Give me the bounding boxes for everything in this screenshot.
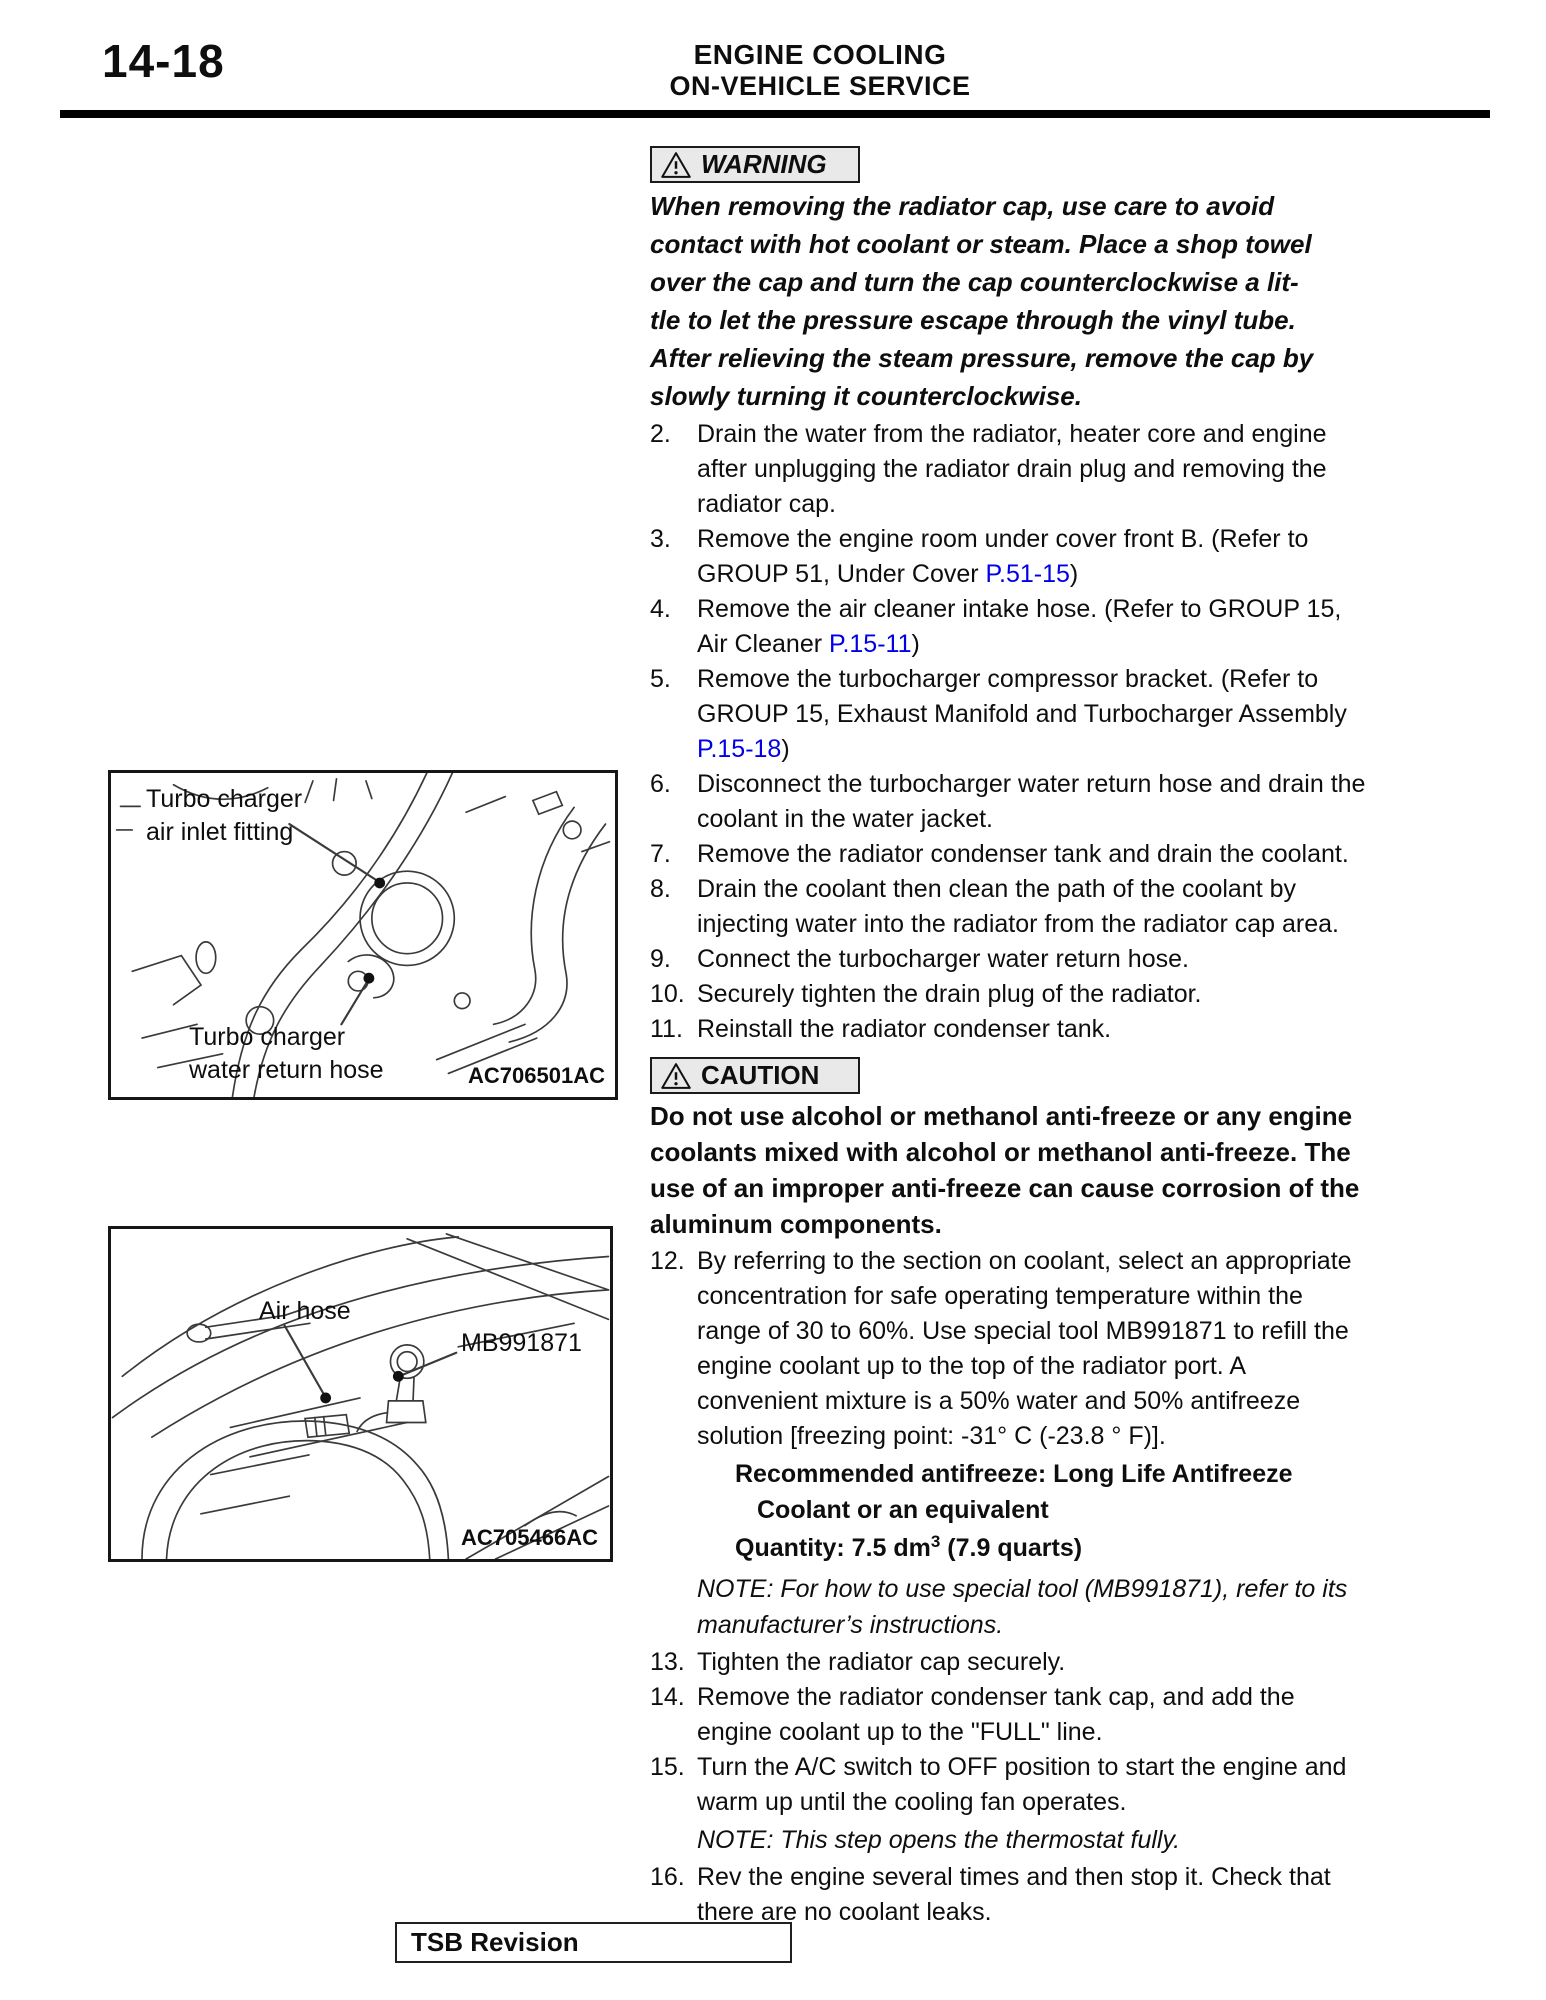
text-line: after unplugging the radiator drain plug and removing the xyxy=(697,455,1327,483)
step-number: 6. xyxy=(650,770,671,798)
step-text xyxy=(697,662,1347,767)
step-item xyxy=(650,1750,1462,1820)
procedure-column xyxy=(650,130,1462,1930)
text-line: Connect the turbocharger water return hose. xyxy=(697,945,1189,973)
text-line: engine coolant up to the top of the radiator port. A xyxy=(697,1352,1246,1380)
text-line: After relieving the steam pressure, remove the cap by xyxy=(650,343,1314,373)
step-number: 7. xyxy=(650,840,671,868)
figure1-callout-air-inlet xyxy=(146,783,302,849)
page-reference-link[interactable]: P.15-18 xyxy=(697,735,782,763)
step-item xyxy=(650,417,1462,522)
text-line: Remove the turbocharger compressor bracket. (Refer to xyxy=(697,665,1319,693)
text-line: slowly turning it counterclockwise. xyxy=(650,381,1082,411)
step-text xyxy=(697,767,1365,837)
step-text xyxy=(697,872,1339,942)
step-number: 9. xyxy=(650,945,671,973)
step-16 xyxy=(650,1860,1462,1930)
text-line: range of 30 to 60%. Use special tool MB991871 to refill the xyxy=(697,1317,1349,1345)
step-text xyxy=(697,592,1341,662)
step-text xyxy=(697,1012,1111,1047)
step-item xyxy=(650,662,1462,767)
text-line: Turn the A/C switch to OFF position to start the engine and xyxy=(697,1753,1347,1781)
page-reference-link[interactable]: P.51-15 xyxy=(985,560,1070,588)
steps-13-to-15 xyxy=(650,1645,1462,1820)
step-number: 4. xyxy=(650,595,671,623)
step-item xyxy=(650,942,1462,977)
step-number: 8. xyxy=(650,875,671,903)
quantity-superscript: 3 xyxy=(930,1532,941,1551)
step-item xyxy=(650,1680,1462,1750)
text-line: coolants mixed with alcohol or methanol anti-freeze. The xyxy=(650,1137,1351,1167)
tsb-revision-box xyxy=(395,1922,792,1963)
tsb-revision-label: TSB Revision xyxy=(411,1927,579,1957)
spec-antifreeze-line2: Coolant or an equivalent xyxy=(757,1496,1049,1524)
steps-2-to-11 xyxy=(650,417,1462,1047)
step-text xyxy=(697,1680,1295,1750)
text-line: Drain the coolant then clean the path of the coolant by xyxy=(697,875,1297,903)
text-line: Disconnect the turbocharger water return hose and drain the xyxy=(697,770,1366,798)
figure2-callout-tool xyxy=(461,1327,582,1360)
text-line: Drain the water from the radiator, heater core and engine xyxy=(697,420,1327,448)
step-number: 3. xyxy=(650,525,671,553)
text-line: Do not use alcohol or methanol anti-freeze or any engine xyxy=(650,1101,1353,1131)
page-header xyxy=(500,38,1140,101)
step-text xyxy=(697,417,1327,522)
step-item xyxy=(650,837,1462,872)
text-line: Securely tighten the drain plug of the radiator. xyxy=(697,980,1202,1008)
step-text xyxy=(697,1645,1065,1680)
text-line: Reinstall the radiator condenser tank. xyxy=(697,1015,1112,1043)
callout-text: Turbo charger xyxy=(146,785,303,813)
step-12 xyxy=(650,1244,1462,1454)
label-dash xyxy=(117,806,141,830)
step-item xyxy=(650,592,1462,662)
text-line: over the cap and turn the cap counterclockwise a lit- xyxy=(650,267,1299,297)
figure1-code: AC706501AC xyxy=(468,1063,605,1088)
callout-text: water return hose xyxy=(189,1056,384,1084)
step-number: 14. xyxy=(650,1683,685,1711)
callout-text: Turbo charger xyxy=(189,1023,346,1051)
warning-header-box xyxy=(650,146,860,183)
text-line: use of an improper anti-freeze can cause corrosion of the xyxy=(650,1173,1360,1203)
step-item xyxy=(650,872,1462,942)
text-line: tle to let the pressure escape through the vinyl tube. xyxy=(650,305,1296,335)
step-item xyxy=(650,767,1462,837)
text-line: By referring to the section on coolant, select an appropriate xyxy=(697,1247,1352,1275)
text-line: Rev the engine several times and then stop it. Check that xyxy=(697,1863,1331,1891)
text-line: Remove the engine room under cover front B. (Refer to xyxy=(697,525,1309,553)
text-line: When removing the radiator cap, use care to avoid xyxy=(650,191,1275,221)
text-line: GROUP 15, Exhaust Manifold and Turbocharger Assembly xyxy=(697,700,1347,728)
figure-special-tool-refill xyxy=(108,1226,613,1562)
caution-triangle-icon xyxy=(661,1062,691,1090)
step-number: 16. xyxy=(650,1863,685,1891)
text-line: Air Cleaner P.15-11) xyxy=(697,630,920,658)
caution-label: CAUTION xyxy=(701,1060,820,1090)
quantity-suffix: (7.9 quarts) xyxy=(940,1534,1083,1562)
step-text xyxy=(697,1750,1346,1820)
note-thermostat xyxy=(697,1822,1462,1858)
note-special-tool xyxy=(697,1571,1462,1643)
figure2-code: AC705466AC xyxy=(461,1525,598,1550)
text-line: convenient mixture is a 50% water and 50% antifreeze xyxy=(697,1387,1301,1415)
text-line: Tighten the radiator cap securely. xyxy=(697,1648,1066,1676)
step-text xyxy=(697,522,1308,592)
warning-label: WARNING xyxy=(701,149,827,179)
warning-text xyxy=(650,187,1462,415)
caution-header-box xyxy=(650,1057,860,1094)
text-line: GROUP 51, Under Cover P.51-15) xyxy=(697,560,1079,588)
figure-turbocharger-hoses xyxy=(108,770,618,1100)
step-item xyxy=(650,1860,1462,1930)
step-number: 12. xyxy=(650,1247,685,1275)
text-line: injecting water into the radiator from the radiator cap area. xyxy=(697,910,1340,938)
text-line: NOTE: This step opens the thermostat fully. xyxy=(697,1826,1181,1854)
step-number: 13. xyxy=(650,1648,685,1676)
step-number: 5. xyxy=(650,665,671,693)
figure2-callout-air-hose xyxy=(259,1295,351,1328)
section-title: ENGINE COOLING xyxy=(693,39,947,70)
text-line: NOTE: For how to use special tool (MB991871), refer to its xyxy=(697,1575,1348,1603)
step-item xyxy=(650,522,1462,592)
text-line: there are no coolant leaks. xyxy=(697,1898,992,1926)
text-line: concentration for safe operating temperature within the xyxy=(697,1282,1303,1310)
step-text xyxy=(697,942,1189,977)
text-line: Remove the air cleaner intake hose. (Refer to GROUP 15, xyxy=(697,595,1342,623)
subsection-title: ON-VEHICLE SERVICE xyxy=(669,71,971,101)
caution-text xyxy=(650,1098,1462,1242)
step-number: 15. xyxy=(650,1753,685,1781)
callout-text: MB991871 xyxy=(461,1329,582,1357)
step-item xyxy=(650,1645,1462,1680)
step-text xyxy=(697,837,1349,872)
step-item xyxy=(650,1012,1462,1047)
callout-text: air inlet fitting xyxy=(146,818,294,846)
text-line: manufacturer’s instructions. xyxy=(697,1611,1004,1639)
step-text xyxy=(697,1244,1352,1454)
step-text xyxy=(697,977,1202,1012)
spec-antifreeze-line1: Recommended antifreeze: Long Life Antifreeze xyxy=(735,1460,1293,1488)
header-rule xyxy=(60,110,1490,118)
figure1-callout-water-return xyxy=(189,1021,384,1087)
spec-quantity xyxy=(735,1530,1462,1569)
step-item xyxy=(650,977,1462,1012)
text-line: P.15-18) xyxy=(697,735,790,763)
step-number: 10. xyxy=(650,980,685,1008)
text-line: Remove the radiator condenser tank and drain the coolant. xyxy=(697,840,1349,868)
text-line: contact with hot coolant or steam. Place a shop towel xyxy=(650,229,1312,259)
text-line: solution [freezing point: -31° C (-23.8 ° F)]. xyxy=(697,1422,1166,1450)
warning-triangle-icon xyxy=(661,151,691,179)
text-line: aluminum components. xyxy=(650,1209,942,1239)
callout-text: Air hose xyxy=(259,1297,351,1325)
step-number: 11. xyxy=(650,1015,683,1043)
text-line: radiator cap. xyxy=(697,490,836,518)
text-line: engine coolant up to the "FULL" line. xyxy=(697,1718,1103,1746)
page-reference-link[interactable]: P.15-11 xyxy=(829,630,912,658)
text-line: coolant in the water jacket. xyxy=(697,805,993,833)
step-text xyxy=(697,1860,1331,1930)
page-number: 14-18 xyxy=(102,35,225,87)
text-line: Remove the radiator condenser tank cap, and add the xyxy=(697,1683,1295,1711)
quantity-prefix: Quantity: 7.5 dm xyxy=(735,1534,931,1562)
step-number: 2. xyxy=(650,420,671,448)
step-item xyxy=(650,1244,1462,1454)
text-line: warm up until the cooling fan operates. xyxy=(697,1788,1127,1816)
figure2-line-art xyxy=(111,1229,610,1559)
